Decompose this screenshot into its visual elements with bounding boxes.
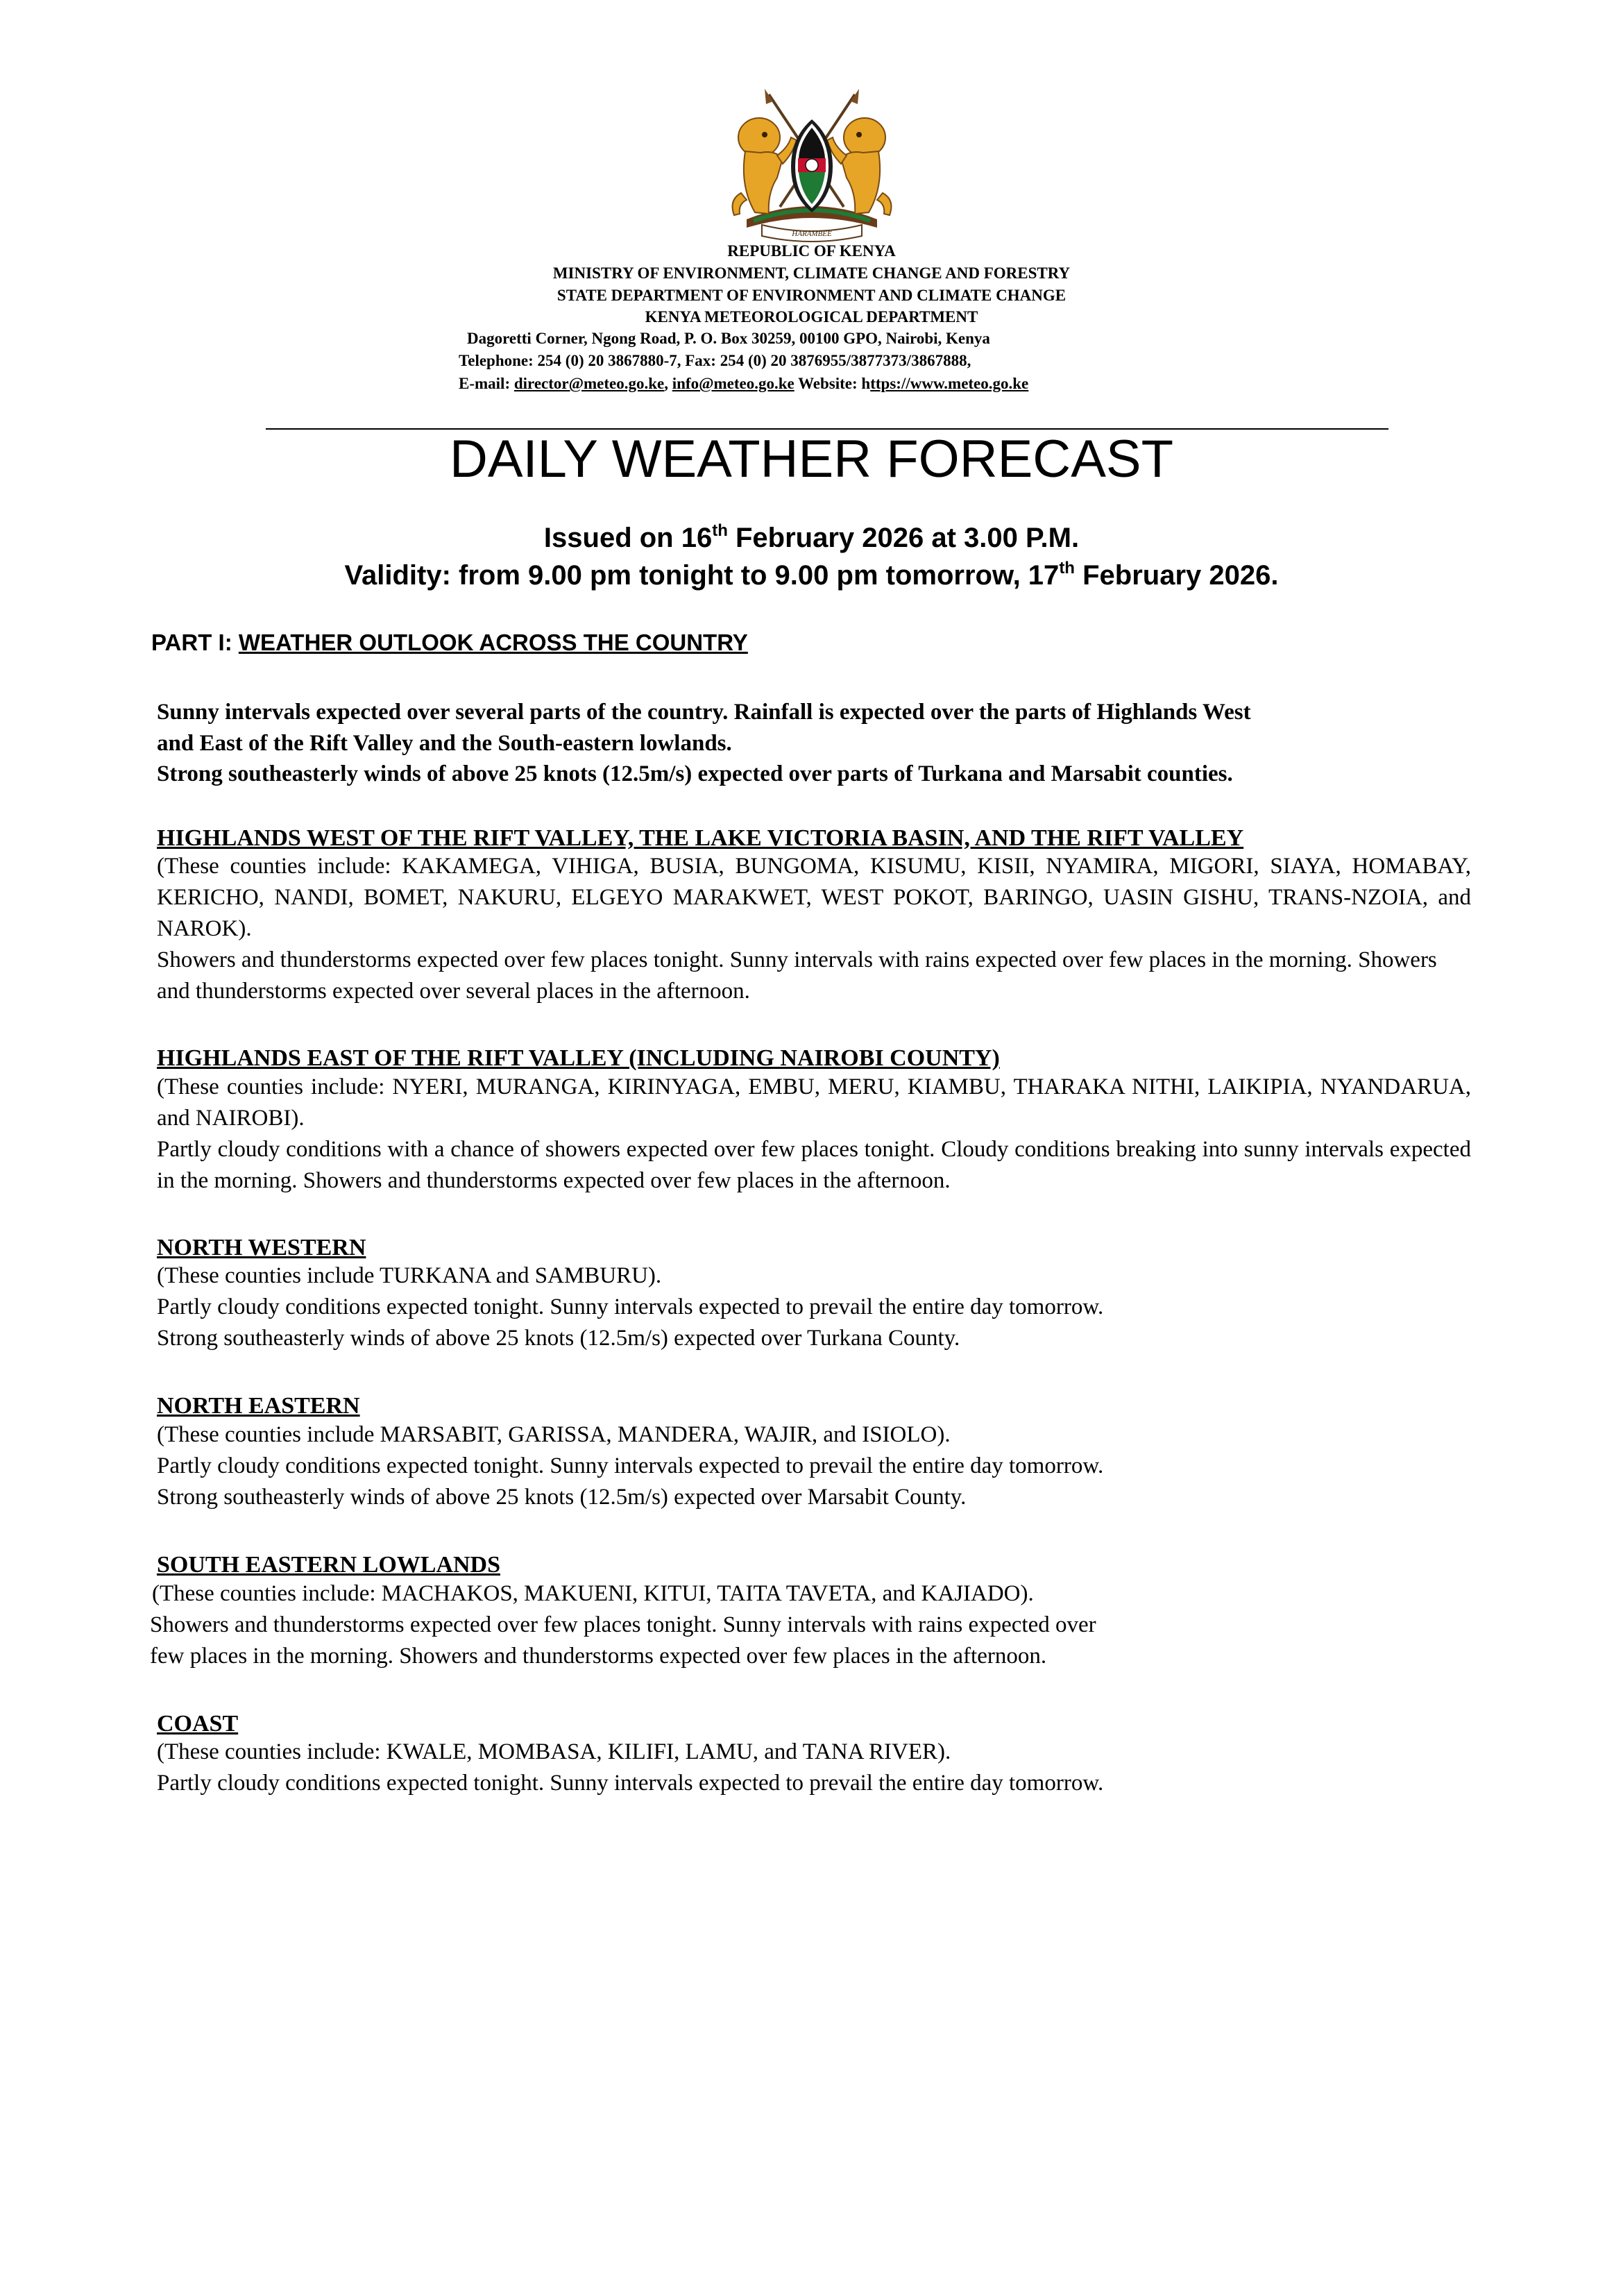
issued-line [0, 522, 1623, 554]
region-forecast-highlands-west: Showers and thunderstorms expected over few places tonight. Sunny intervals with rains expected over few places in the morning. Showers and thunderstorms expected over several places in the afternoon. [157, 947, 1437, 1004]
region-counties-highlands-east: (These counties include: NYERI, MURANGA, KIRINYAGA, EMBU, MERU, KIAMBU, THARAKA NITHI, LAIKIPIA, NYANDARUA, and NAIROBI). [157, 1074, 1471, 1131]
region-warning-north-western: Strong southeasterly winds of above 25 knots (12.5m/s) expected over Turkana County. [157, 1326, 960, 1351]
letterhead-ministry: MINISTRY OF ENVIRONMENT, CLIMATE CHANGE AND FORESTRY [552, 264, 1071, 282]
region-forecast-south-eastern-lowlands-2: few places in the morning. Showers and thunderstorms expected over few places in the afternoon. [150, 1644, 1047, 1669]
kenya-coat-of-arms-logo [719, 89, 905, 243]
summary-line-1: Sunny intervals expected over several parts of the country. Rainfall is expected over the parts of Highlands West [157, 700, 1251, 725]
email-director-link[interactable]: director@meteo.go.ke [513, 375, 665, 392]
region-counties-north-eastern: (These counties include MARSABIT, GARISSA, MANDERA, WAJIR, and ISIOLO). [157, 1422, 951, 1447]
region-forecast-north-eastern: Partly cloudy conditions expected tonight. Sunny intervals expected to prevail the entire day tomorrow. [157, 1453, 1104, 1478]
crest-motto: HARAMBEE [792, 230, 832, 238]
website-label: Website: h [794, 375, 871, 392]
letterhead-state-department: STATE DEPARTMENT OF ENVIRONMENT AND CLIMATE CHANGE [556, 287, 1067, 304]
issued-suffix: February 2026 at 3.00 P.M. [727, 523, 1080, 553]
email-separator: , [664, 375, 672, 392]
region-counties-highlands-west: (These counties include: KAKAMEGA, VIHIGA, BUSIA, BUNGOMA, KISUMU, KISII, NYAMIRA, MIGORI, SIAYA, HOMABAY, KERICHO, NANDI, BOMET, NAKURU, ELGEYO MARAKWET, WEST POKOT, BARINGO, UASIN GISHU, TRANS-NZOIA, and NAROK). [157, 854, 1471, 941]
letterhead-contacts [459, 373, 1028, 395]
validity-line [0, 559, 1623, 591]
email-label: E-mail: [459, 375, 514, 392]
region-forecast-north-western: Partly cloudy conditions expected tonight. Sunny intervals expected to prevail the entire day tomorrow. [157, 1294, 1104, 1319]
validity-prefix: Validity: from 9.00 pm tonight to 9.00 pm tomorrow, 17 [344, 560, 1060, 591]
region-heading-north-western: NORTH WESTERN [157, 1235, 366, 1260]
validity-suffix: February 2026. [1074, 560, 1279, 591]
email-info-link[interactable]: info@meteo.go.ke [672, 375, 794, 392]
region-counties-north-western: (These counties include TURKANA and SAMBURU). [157, 1263, 662, 1288]
region-warning-north-eastern: Strong southeasterly winds of above 25 knots (12.5m/s) expected over Marsabit County. [157, 1485, 967, 1510]
document-title: DAILY WEATHER FORECAST [449, 430, 1174, 489]
region-heading-south-eastern-lowlands: SOUTH EASTERN LOWLANDS [157, 1552, 501, 1578]
region-heading-highlands-west: HIGHLANDS WEST OF THE RIFT VALLEY, THE LAKE VICTORIA BASIN, AND THE RIFT VALLEY [157, 825, 1244, 851]
letterhead-republic: REPUBLIC OF KENYA [727, 242, 896, 260]
region-counties-coast: (These counties include: KWALE, MOMBASA, KILIFI, LAMU, and TANA RIVER). [157, 1739, 951, 1764]
region-forecast-highlands-east: Partly cloudy conditions with a chance of showers expected over few places tonight. Cloudy conditions breaking into sunny intervals expected in the morning. Showers and thunderstorms expected over few places in the afternoon. [157, 1137, 1471, 1193]
letterhead-telephone: Telephone: 254 (0) 20 3867880-7, Fax: 254 (0) 20 3876955/3877373/3867888, [459, 352, 971, 369]
region-heading-highlands-east: HIGHLANDS EAST OF THE RIFT VALLEY (INCLUDING NAIROBI COUNTY) [157, 1045, 1000, 1071]
region-counties-south-eastern-lowlands: (These counties include: MACHAKOS, MAKUENI, KITUI, TAITA TAVETA, and KAJIADO). [152, 1581, 1034, 1606]
part1-heading [151, 629, 748, 657]
region-heading-north-eastern: NORTH EASTERN [157, 1393, 360, 1419]
website-link[interactable]: ttps://www.meteo.go.ke [870, 375, 1029, 392]
part1-title: WEATHER OUTLOOK ACROSS THE COUNTRY [238, 630, 748, 655]
part1-label: PART I: [151, 630, 239, 655]
summary-line-3: Strong southeasterly winds of above 25 knots (12.5m/s) expected over parts of Turkana and Marsabit counties. [157, 761, 1233, 786]
issued-prefix: Issued on 16 [543, 523, 713, 553]
validity-sup: th [1059, 559, 1075, 577]
region-forecast-south-eastern-lowlands-1: Showers and thunderstorms expected over few places tonight. Sunny intervals with rains expected over [150, 1612, 1096, 1637]
region-forecast-coast: Partly cloudy conditions expected tonight. Sunny intervals expected to prevail the entire day tomorrow. [157, 1771, 1104, 1796]
issued-sup: th [712, 521, 728, 540]
summary-line-2: and East of the Rift Valley and the South-eastern lowlands. [157, 731, 732, 756]
letterhead-address: Dagoretti Corner, Ngong Road, P. O. Box 30259, 00100 GPO, Nairobi, Kenya [467, 330, 990, 347]
letterhead-department: KENYA METEOROLOGICAL DEPARTMENT [645, 308, 978, 326]
region-heading-coast: COAST [157, 1711, 239, 1737]
